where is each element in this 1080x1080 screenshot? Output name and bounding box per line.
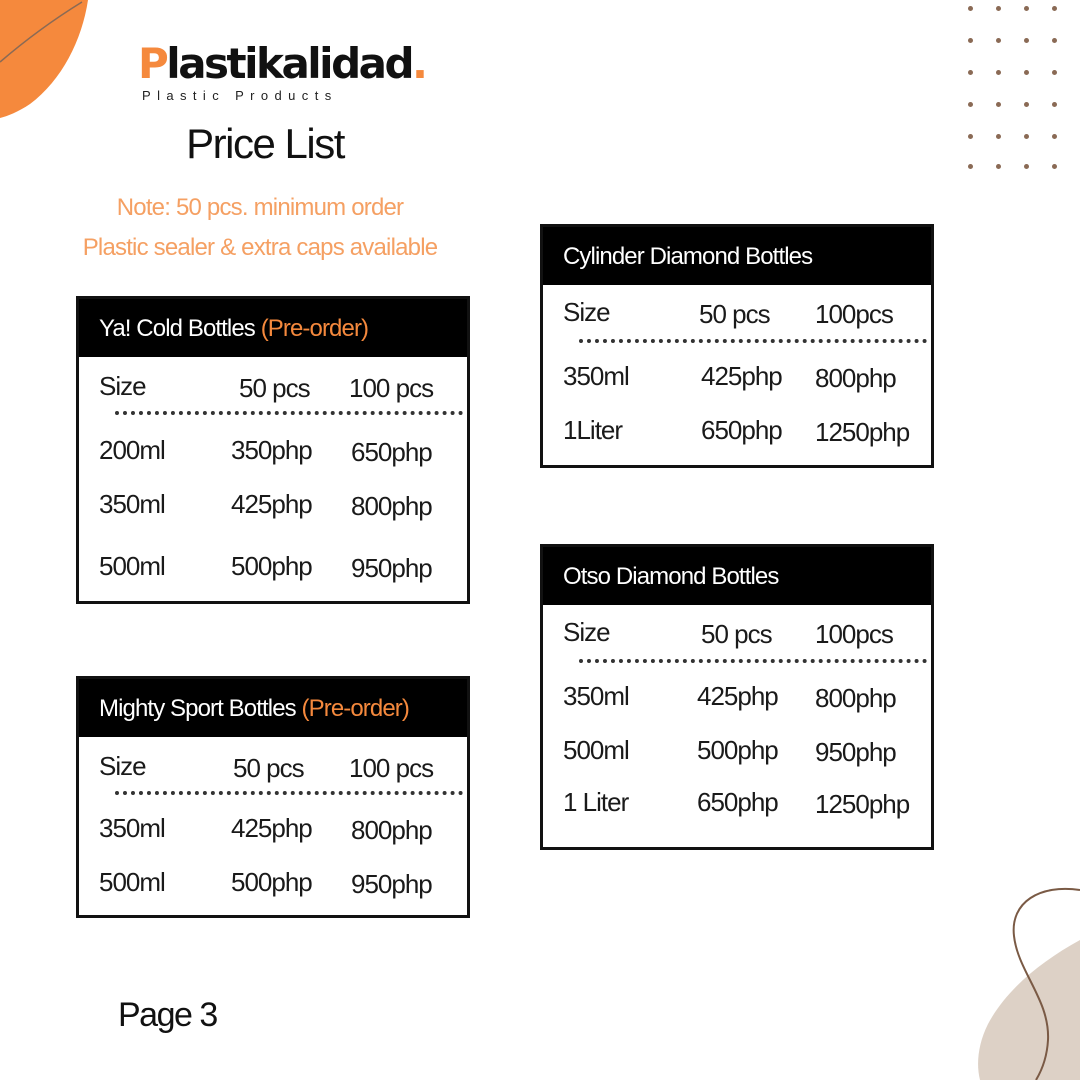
- column-header-100: 100pcs: [815, 619, 893, 649]
- price-table-ya-cold: [76, 296, 470, 604]
- table-cell: 650php: [697, 787, 778, 817]
- table-cell: 1Liter: [563, 415, 623, 445]
- table-cell: 350ml: [99, 489, 165, 519]
- brand-name: Plastikalidad.: [138, 39, 426, 88]
- column-header-100: 100pcs: [815, 299, 893, 329]
- column-header-50: 50 pcs: [701, 619, 772, 649]
- table-cell: 1250php: [815, 417, 910, 447]
- table-title: Otso Diamond Bottles: [543, 547, 931, 605]
- table-cell: 500ml: [99, 551, 165, 581]
- table-cell: 425php: [701, 361, 782, 391]
- dotted-separator: [115, 791, 463, 795]
- table-cell: 200ml: [99, 435, 165, 465]
- note-minimum-order: Note: 50 pcs. minimum order: [116, 194, 404, 221]
- beige-blob-shape: [978, 940, 1080, 1080]
- table-cell: 350ml: [563, 681, 629, 711]
- table-cell: 500ml: [99, 867, 165, 897]
- table-cell: 800php: [351, 491, 432, 521]
- dotted-separator: [579, 659, 927, 663]
- table-cell: 1 Liter: [563, 787, 629, 817]
- table-cell: 500ml: [563, 735, 629, 765]
- preorder-badge: (Pre-order): [301, 695, 409, 722]
- table-cell: 425php: [231, 489, 312, 519]
- price-table-otso-diamond: [540, 544, 934, 850]
- table-cell: 800php: [815, 363, 896, 393]
- brand-logo: [138, 39, 426, 103]
- table-cell: 650php: [701, 415, 782, 445]
- column-header-size: Size: [563, 617, 610, 647]
- brand-tagline: Plastic Products: [142, 88, 338, 103]
- table-title: Ya! Cold Bottles (Pre-order): [79, 299, 467, 357]
- table-cell: 500php: [231, 551, 312, 581]
- column-header-50: 50 pcs: [233, 753, 304, 783]
- column-header-100: 100 pcs: [349, 373, 434, 403]
- table-title: Cylinder Diamond Bottles: [543, 227, 931, 285]
- page-title: Price List: [186, 120, 344, 167]
- column-header-size: Size: [563, 297, 610, 327]
- table-cell: 950php: [815, 737, 896, 767]
- note-extras: Plastic sealer & extra caps available: [82, 234, 438, 261]
- column-header-size: Size: [99, 371, 146, 401]
- dotted-separator: [115, 411, 463, 415]
- table-cell: 350ml: [563, 361, 629, 391]
- table-cell: 800php: [815, 683, 896, 713]
- column-header-50: 50 pcs: [699, 299, 770, 329]
- column-header-size: Size: [99, 751, 146, 781]
- table-cell: 425php: [697, 681, 778, 711]
- table-cell: 650php: [351, 437, 432, 467]
- preorder-badge: (Pre-order): [260, 315, 369, 342]
- table-cell: 350php: [231, 435, 312, 465]
- dotted-separator: [579, 339, 927, 343]
- dot-grid-decoration: [968, 6, 1080, 174]
- column-header-100: 100 pcs: [349, 753, 434, 783]
- table-cell: 425php: [231, 813, 312, 843]
- orange-leaf-shape: [0, 0, 88, 118]
- table-cell: 950php: [351, 553, 432, 583]
- table-cell: 350ml: [99, 813, 165, 843]
- table-cell: 1250php: [815, 789, 910, 819]
- page-number: Page 3: [118, 996, 217, 1034]
- table-cell: 950php: [351, 869, 432, 899]
- column-header-50: 50 pcs: [239, 373, 310, 403]
- table-cell: 500php: [697, 735, 778, 765]
- price-table-cylinder-diamond: [540, 224, 934, 468]
- table-title: Mighty Sport Bottles (Pre-order): [79, 679, 467, 737]
- price-table-mighty-sport: [76, 676, 470, 918]
- table-cell: 500php: [231, 867, 312, 897]
- table-cell: 800php: [351, 815, 432, 845]
